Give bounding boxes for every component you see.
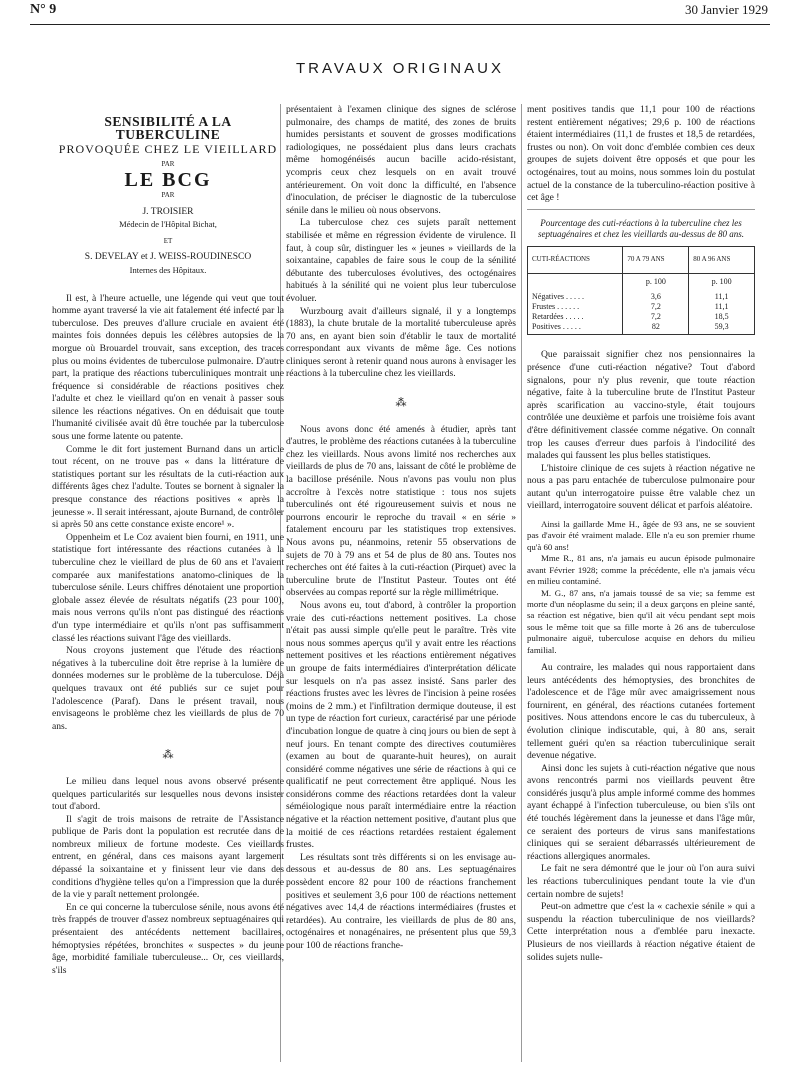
author-name: J. TROISIER xyxy=(142,206,194,217)
column-rule xyxy=(521,104,522,1062)
table-header: 70 A 79 ANS xyxy=(623,246,689,273)
table-cell: 11,1 xyxy=(714,302,729,312)
paragraph: Nous avons donc été amenés à étudier, après tant d'autres, le problème des réactions cutanées à la tuberculine chez les vieillards. Nous avons limité nos recherches aux vieillards de plus de 70 ans, laissant de côté le problème de la bacillose présénile. Nous n'avons pas voulu non plus accroître à l'excès notre statistique : tous nos sujets tuberculinés ont été rigoureusement suivis et nous ne pourrons encourir le reproche du travail « en série » fatalement encouru par les statistiques trop extensives. Nous avons pu, néanmoins, retenir 55 observations de sujets de 70 à 79 ans et 54 de plus de 80 ans. Toutes nos recherches ont été faites à la cuti-réaction (Pirquet) avec la tuberculine brute de l'Institut Pasteur. Toutes ont été observées au compas reporté sur la règle millimétrique. xyxy=(286,423,516,599)
table-row xyxy=(528,290,755,335)
table-header: CUTI-RÉACTIONS xyxy=(528,246,623,273)
paragraph: Wurzbourg avait d'ailleurs signalé, il y a longtemps (1883), la chute brutale de la mortalité tuberculeuse après 70 ans, en ayant bien soin d'établir le taux de mortalité correspondant aux vivants de même âge. Ces notions cliniques seront à retenir quand nous aurons à envisager les réactions à la tuberculine chez les vieillards. xyxy=(286,305,516,380)
table-caption: Pourcentage des cuti-réactions à la tuberculine chez les septuagénaires et chez les vieillards au-dessus de 80 ans. xyxy=(537,217,745,239)
case-note: Ainsi la gaillarde Mme H., âgée de 93 ans, ne se souvient pas d'avoir été vraiment malade. Elle n'a eu son premier rhume qu'à 60 ans! xyxy=(527,519,755,552)
author-affiliation: Médecin de l'Hôpital Bichat, xyxy=(119,219,217,230)
paragraph: présentaient à l'examen clinique des signes de sclérose pulmonaire, des champs de matité, des zones de bruits humides persistants et souvent de grosses modifications radiologiques, ne possédaient plus dans leurs crachats même homogénéisés aucun bacille acido-résistant, ycompris ceux chez lesquels on en avait trouvé antérieurement. On voit donc la difficulté, en l'absence d'inoculation, de préciser le diagnostic de la tuberculose sénile dans le milieu où nous observons. xyxy=(286,104,516,216)
paragraph: Peut-on admettre que c'est la « cachexie sénile » qui a suspendu la réaction tuberculinique de nos vieillards? Cette interprétation nous a d'emblée paru inexacte. Plusieurs de nos vieillards à réaction négative étaient de solides sujets nulle- xyxy=(527,901,755,963)
table-cell: 82 xyxy=(651,322,660,332)
table-cell: 7,2 xyxy=(650,302,661,312)
row-label: Négatives . . . . . xyxy=(532,292,584,302)
column-1 xyxy=(52,104,284,977)
case-note: Mme R., 81 ans, n'a jamais eu aucun épisode pulmonaire avant Février 1928; comme la précédente, elle n'a jamais vécu en milieu contaminé. xyxy=(527,553,755,587)
section-title: TRAVAUX ORIGINAUX xyxy=(296,60,504,77)
table-col-80-96 xyxy=(689,290,755,335)
par-label: PAR xyxy=(161,190,175,199)
paragraph: Les résultats sont très différents si on les envisage au-dessous et au-dessus de 80 ans. Les septuagénaires possèdent encore 82 pour 100 de réactions franchement positives et seulement 3,6 pour 100 de réactions nettement négatives avec 14,4 de réactions intermédiaires (frustes et retardées). Au contraire, les vieillards de plus de 80 ans, octogénaires et nonagénaires, ne présentent plus que 59,3 pour 100 de réactions franche- xyxy=(286,851,516,951)
table-col-70-79 xyxy=(623,290,689,335)
author-names: S. DEVELAY et J. WEISS-ROUDINESCO xyxy=(84,252,252,263)
case-note: M. G., 87 ans, n'a jamais toussé de sa vie; sa femme est morte d'un néoplasme du sein; il a deux garçons en pleine santé, sa réaction est négative, bien qu'il ait vécu pendant sept mois sous le même toit que sa fille morte à 26 ans de tuberculose pulmonaire aiguë, tuberculose acquise en dehors du milieu familial. xyxy=(527,587,755,655)
table-cell: 7,2 xyxy=(650,312,661,322)
row-label: Frustes . . . . . . xyxy=(532,302,580,312)
paragraph: L'histoire clinique de ces sujets à réaction négative ne nous a pas paru entachée de tuberculose pulmonaire pour autant qu'un interrogatoire puisse être valable chez un vieillard, interrogatoire souvent délicat et parfois aléatoire. xyxy=(527,462,755,512)
section-break-asterism: ⁂ xyxy=(162,749,174,762)
column-3 xyxy=(527,104,755,964)
author-affiliation: Internes des Hôpitaux. xyxy=(129,264,207,275)
paragraph: Que paraissait signifier chez nos pensionnaires la présence d'une cuti-réaction négative? Tout d'abord signalons, pour n'y plus revenir, que toute réaction négative, faite à la tuberculine brute de l'Institut Pasteur après scarification au vaccino-style, était toujours contrôlée une deuxième et parfois une troisième fois avant d'être définitivement classée comme négative. On connaît trop les causes d'erreur dues parfois à l'indocilité des malades qui faussent les plus belles statistiques. xyxy=(527,349,755,462)
issue-number: N° 9 xyxy=(30,2,57,17)
article-title-block xyxy=(52,116,284,277)
header-rule xyxy=(30,24,770,25)
table-cell: 3,6 xyxy=(650,292,661,302)
paragraph: Comme le dit fort justement Burnand dans un article tout récent, on ne trouve pas « dans la littérature de statistiques portant sur les résultats de la cuti-réaction aux différents âges chez l'adulte. Toutes se bornent à signaler la presque constance des réactions positives « après la jeunesse ». Il serait intéressant, ajoute Burnand, de contrôler si après 50 ans cette constance existe encore¹ ». xyxy=(52,443,284,531)
paragraph: Le milieu dans lequel nous avons observé présente quelques particularités sur lesquelles nous devons insister tout d'abord. xyxy=(52,775,284,813)
results-table xyxy=(527,246,755,336)
row-label: Positives . . . . . xyxy=(532,322,581,332)
table-header: 80 A 96 ANS xyxy=(689,246,755,273)
table-unit: p. 100 xyxy=(689,273,755,290)
paragraph: Oppenheim et Le Coz avaient bien fourni, en 1911, une statistique fort intéressante des réactions cutanées à la tuberculine chez le vieillard de plus de 60 ans et l'avaient comparée aux manifestations anatomo-cliniques de la tuberculose sénile. Leurs chiffres dénotaient une proportion globale assez élevée de résultats négatifs (23 pour 100), mais nous verrons qu'ils n'ont pas distingué des réactions d'un type intermédiaire et qu'ils n'ont pas suffisamment classé les réactions suivant l'âge des vieillards. xyxy=(52,531,284,644)
paragraph: Ainsi donc les sujets à cuti-réaction négative que nous avons rencontrés parmi nos vieillards peuvent être considérés jusqu'à plus ample informé comme des hommes ayant échappé à l'infection tuberculeuse, ou bien s'ils ont été touchés légèrement dans la jeunesse et dans l'âge mûr, ce seraient des porteurs de virus sans manifestations cliniques qui se seraient débarrassés ultérieurement de réactions allergiques anormales. xyxy=(527,762,755,862)
table-cell: 59,3 xyxy=(714,322,729,332)
paragraph: Nous avons eu, tout d'abord, à contrôler la proportion vraie des cuti-réactions nettement positives. La chose n'était pas aussi simple qu'elle peut le paraître. Très vite nous nous sommes aperçus qu'il y avait entre les réactions nettement positives et les réactions entièrement négatives un groupe de faits intermédiaires d'interprétation délicate sur lesquels on n'a pas assez insisté. Sans parler des réactions frustes avec les lèvres de l'incision à peine rosées (moins de 2 mm.) et l'infiltration dermique douteuse, il est un type de réaction fort curieux, caractérisé par une période d'incubation longue de quatre à cinq jours ou bien de sept à neuf jours. En tenant compte des directives coutumières (examen au bout de quarante-huit heures), on aurait considéré comme négatives une série de réactions à qui ce qualificatif ne peut correctement être appliqué. Nous les considérons comme des réactions retardées dont la valeur séméiologique nous paraît intermédiaire entre la réaction négative et la réaction nettement positive, d'autant plus que la moitié de ces réactions retardées restaient également frustes. xyxy=(286,599,516,851)
rule xyxy=(527,209,755,210)
paragraph: Il s'agit de trois maisons de retraite de l'Assistance publique de Paris dont la population est recrutée dans de nombreux milieux de fortune modeste. Ces vieillards entrent, en général, dans ces maisons ayant largement dépassé la soixantaine et y finissent leur vie dans des conditions d'hygiène telles qu'on a l'impression que la durée de la vie y paraît nettement prolongée. xyxy=(52,813,284,901)
article-title: SENSIBILITÉ A LA TUBERCULINE xyxy=(104,114,232,142)
table-header-row xyxy=(528,246,755,273)
paragraph: Le fait ne sera démontré que le jour où l'on aura suivi les réactions tuberculiniques pendant toute la vie d'un certain nombre de sujets! xyxy=(527,863,755,900)
paragraph: Il est, à l'heure actuelle, une légende qui veut que tout homme ayant traversé la vie ait fatalement été infecté par la tuberculose. Des preuves d'allure cruciale en avaient été maintes fois données depuis les célèbres autopsies de la morgue où Brouardel trouvait, sans exception, des traces plus ou moins évidentes de tuberculose pulmonaire. D'autre part, la pratique des réactions tuberculiniques montrait une fréquence si considérable de réactions positives chez l'adulte et chez le vieillard qu'on en venait à passer sous silence les réactions négatives. On en déduisait que toute l'humanité civilisée avait dû être touchée par la tuberculose sous une forme latente ou patente. xyxy=(52,292,284,443)
article-subtitle: PROVOQUÉE CHEZ LE VIEILLARD xyxy=(58,142,278,157)
table-cell: 11,1 xyxy=(714,292,729,302)
table-unit: p. 100 xyxy=(623,273,689,290)
paragraph: En ce qui concerne la tuberculose sénile, nous avons été très frappés de trouver d'assez nombreux septuagénaires qui présentaient des antécédents nettement bacillaires, hémoptysies répétées, bronchites « suspectes » du jeune âge, morbidité familiale tuberculeuse... Or, ces vieillards, s'ils xyxy=(52,901,284,976)
paragraph: La tuberculose chez ces sujets paraît nettement stabilisée et même en régression évidente de virulence. Il faut, à coup sûr, distinguer les « jeunes » vieillards de la soixantaine, capables de faire sous le coup de la sénilité débutante des tuberculoses évolutives, des octogénaires habitués à la sénilité qui ne voient plus leur tuberculose évoluer. xyxy=(286,217,516,304)
paragraph: Au contraire, les malades qui nous rapportaient dans leurs antécédents des hémoptysies, des bronchites de l'adolescence et de l'âge mûr avec amaigrissement nous fournirent, en général, des réactions cutanées fortement positives. Nous attendons encore le cas du tuberculeux, à évolution clinique indiscutable, qui, à 80 ans, serait tellement guéri qu'en sa réaction tuberculinique serait devenue négative. xyxy=(527,661,755,762)
paragraph: ment positives tandis que 11,1 pour 100 de réactions restent entièrement négatives; 29,6 p. 100 de réactions étaient intermédiaires (11,1 de frustes et 18,5 de retardées, frustes ou non). On voit donc d'emblée combien ces deux groupes de sujets doivent être opposés et que pour les octogénaires, tout au moins, nous sommes loin du postulat actuel de la constance de la tuberculino-réaction positive à cet âge ! xyxy=(527,104,755,204)
paragraph: Nous croyons justement que l'étude des réactions négatives à la tuberculine doit être reprise à la lumière de données modernes sur le problème de la tuberculose. Déjà quelques travaux ont été publiés sur ce sujet pour l'adolescence (Paraf). Dans le présent travail, nous envisageons le problème chez les vieillards de plus de 70 ans. xyxy=(52,645,284,732)
table-cell: 18,5 xyxy=(714,312,729,322)
issue-date: 30 Janvier 1929 xyxy=(684,2,768,17)
table-labels xyxy=(528,290,623,335)
row-label: Retardées . . . . . xyxy=(532,312,584,322)
section-break-asterism: ⁂ xyxy=(395,397,407,410)
table-row xyxy=(528,273,755,290)
par-label: PAR xyxy=(161,159,175,168)
et-label: ET xyxy=(163,236,173,245)
column-2 xyxy=(286,104,516,953)
article-title-bcg: LE BCG xyxy=(124,169,212,192)
